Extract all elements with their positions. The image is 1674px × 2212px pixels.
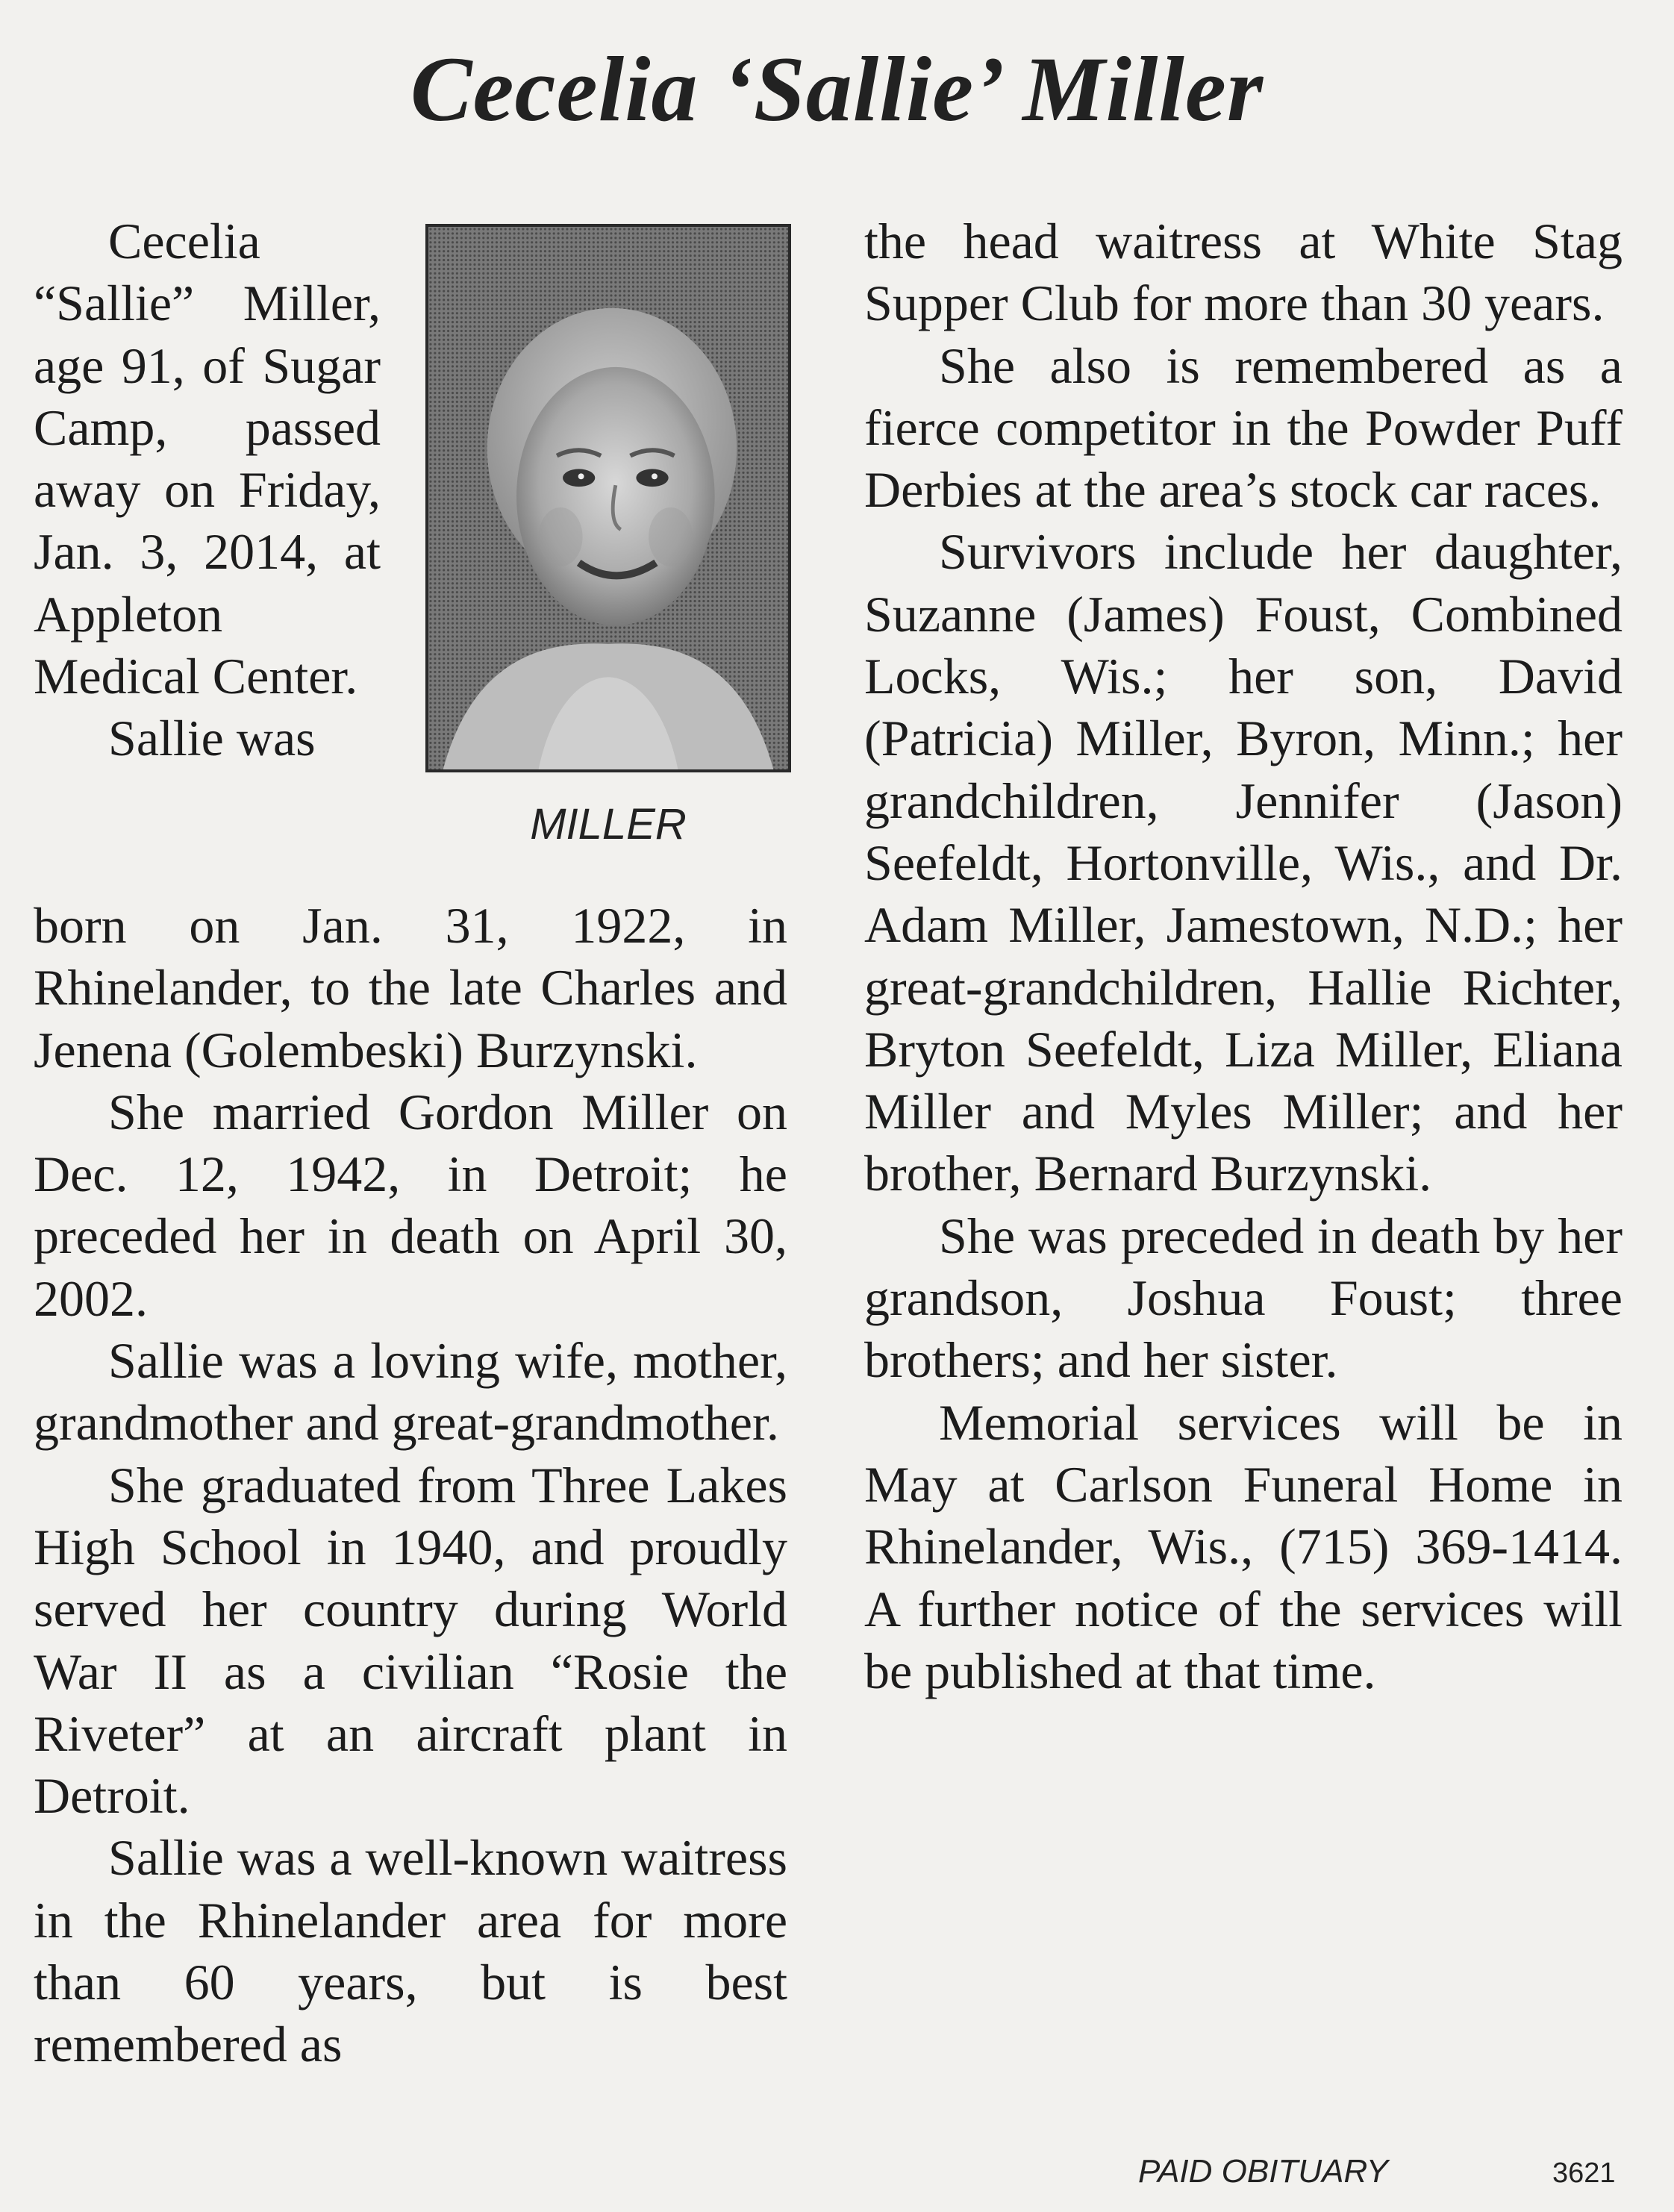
obituary-headline: Cecelia ‘Sallie’ Miller [410,38,1264,140]
right-column [864,210,1623,1702]
paid-obituary-label: PAID OBITUARY [1138,2153,1388,2190]
career-paragraph: Sallie was a well-known waitress in the Rhinelander area for more than 60 years, but is best remembered as [34,1829,787,2073]
portrait-photo [425,224,791,772]
preceded-paragraph: She was preceded in death by her grandson, Joshua Foust; three brothers; and her sister. [864,1207,1623,1389]
family-role-paragraph: Sallie was a loving wife, mother, grandmother and great-grandmother. [34,1332,787,1452]
education-service-paragraph: She graduated from Three Lakes High School in 1940, and proudly served her country during World War II as a civilian “Rosie the Riveter” at an aircraft plant in Detroit. [34,1456,787,1825]
portrait-image [428,227,788,769]
birth-paragraph-start: Sallie was [108,710,316,767]
left-column-top [34,210,381,770]
services-paragraph: Memorial services will be in May at Carlson Funeral Home in Rhinelander, Wis., (715) 369-1414. A further notice of the services will be published at that time. [864,1393,1623,1699]
birth-paragraph-continued: born on Jan. 31, 1922, in Rhinelander, to the late Charles and Jenena (Golembeski) Burzynski. [34,897,787,1078]
competitor-paragraph: She also is remembered as a fierce competitor in the Powder Puff Derbies at the area’s stock car races. [864,337,1623,519]
career-paragraph-continued: the head waitress at White Stag Supper Club for more than 30 years. [864,213,1623,332]
marriage-paragraph: She married Gordon Miller on Dec. 12, 1942, in Detroit; he preceded her in death on April 30, 2002. [34,1083,787,1327]
survivors-paragraph: Survivors include her daughter, Suzanne (James) Foust, Combined Locks, Wis.; her son, David (Patricia) Miller, Byron, Minn.; her grandchildren, Jennifer (Jason) Seefeldt, Hortonville, Wis., and Dr. Adam Miller, Jamestown, N.D.; her great-grandchildren, Hallie Richter, Bryton Seefeldt, Liza Miller, Eliana Miller and Myles Miller; and her brother, Bernard Burzynski. [864,523,1623,1202]
opening-paragraph: Cecelia “Sallie” Miller, age 91, of Sugar Camp, passed away on Friday, Jan. 3, 2014, at Appleton Medical Center. [34,213,381,705]
ad-code: 3621 [1552,2158,1616,2189]
left-column-bottom [34,895,787,2076]
photo-caption: MILLER [530,800,687,849]
